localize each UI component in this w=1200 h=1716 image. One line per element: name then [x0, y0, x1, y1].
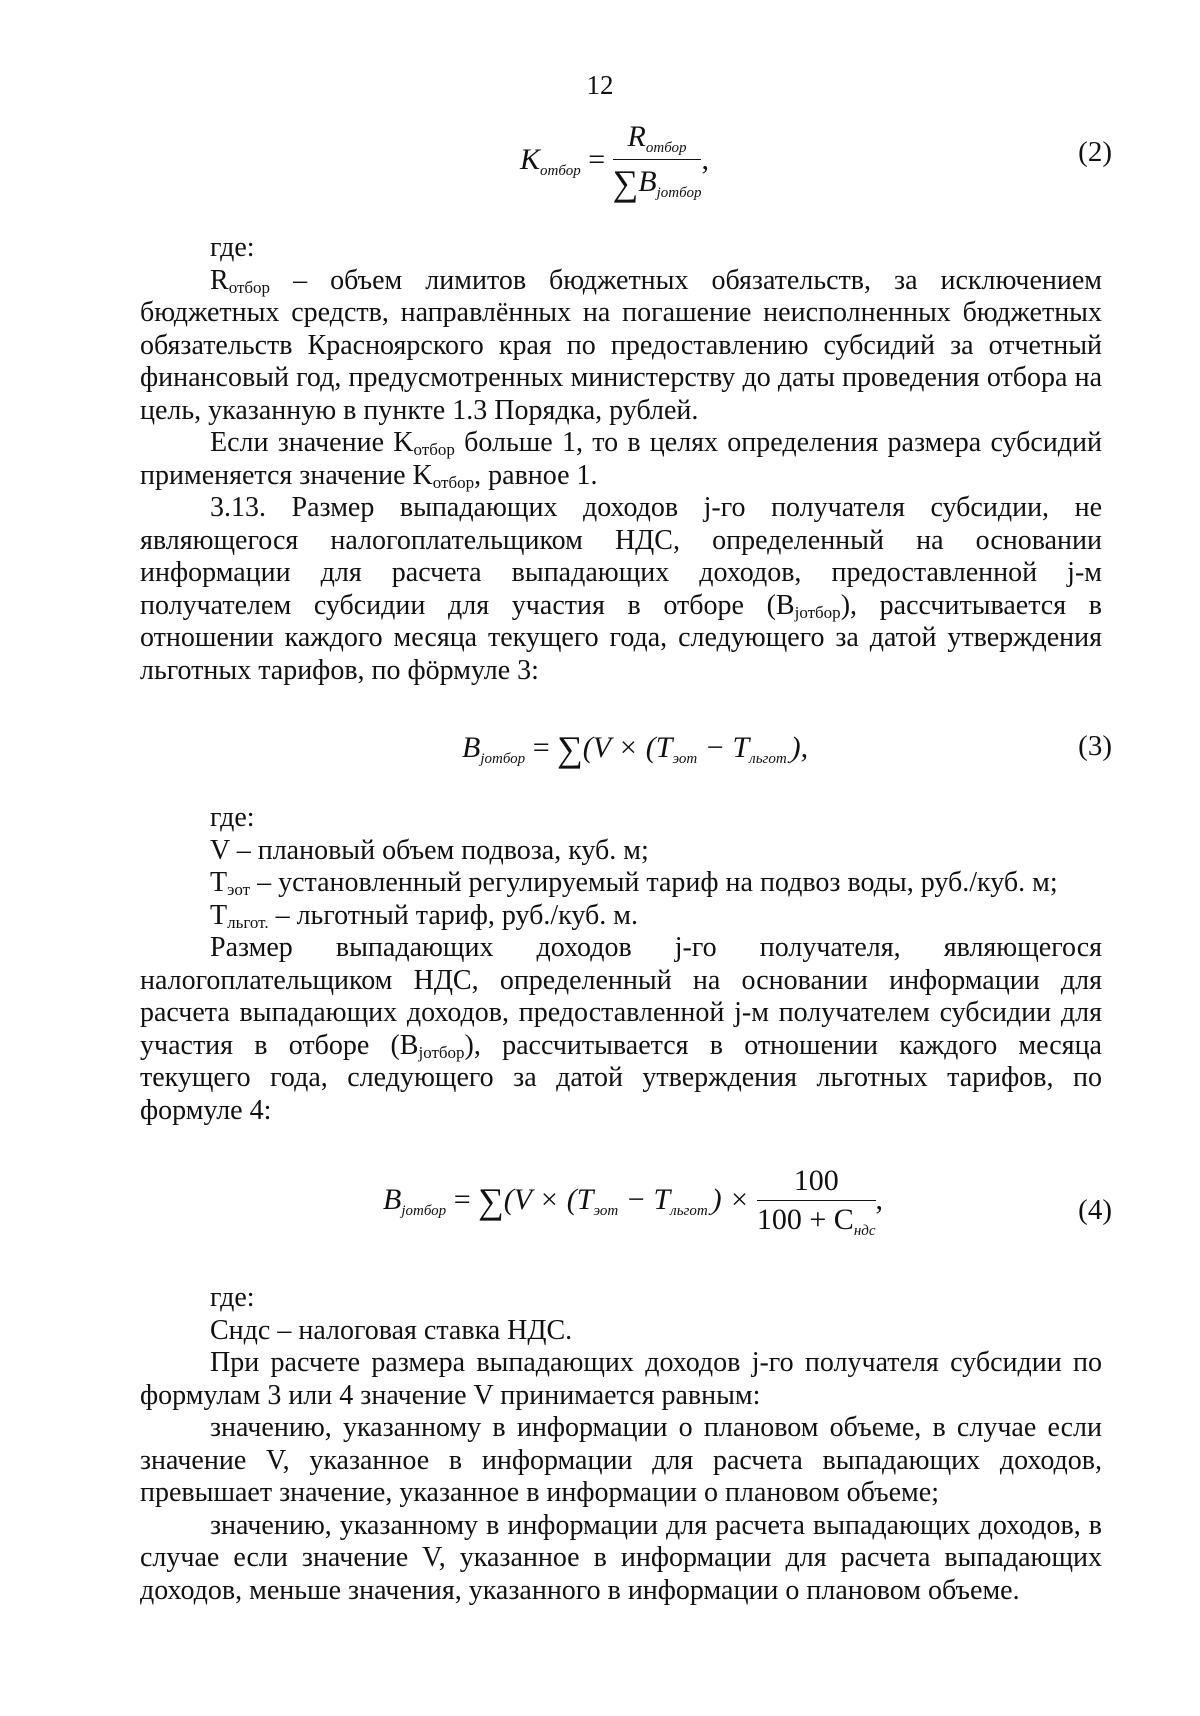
paragraph-3-13: 3.13. Размер выпадающих доходов j-го получателя субсидии, не являющегося налогоплательщиком НДС, определенный на основании информации для расчета выпадающих доходов, предоставленной j-м получателем субсидии для участия в отборе $(B_{jотбор})$, рассчитывается в отношении каждого месяца текущего года, следующего за датой утверждения льготных тарифов, по фӧрмуле 3: [140, 492, 1102, 686]
formula-3: $B_{jотбор} = \sum(V \times (T_{эот} - T_{льгот.})$, (3) [462, 729, 1112, 769]
c-definition: Сндс – налоговая ставка НДС. [210, 1314, 573, 1346]
v-definition: V – плановый объем подвоза, куб. м; [210, 834, 649, 866]
formula-2: $K_{отбор}$ = $\frac{R_{отбор}}{\sum B_{jотбор}}$ , (2) [520, 120, 1112, 203]
text-block-1 [140, 232, 1102, 687]
t-lgot-definition: $T_{льгот.}$ – льготный тариф, руб./куб. м. [210, 899, 638, 932]
formula-4: $B_{jотбор} = \sum(V \times (T_{эот} - T_{льгот.})$ × $\frac{100}{100 + C_{ндс}}$ , (4) [383, 1164, 1112, 1239]
text-block-2 [140, 802, 1102, 1127]
k-condition: Если значение $K_{отбор}$ больше 1, то в целях определения размера субсидий применяется значение $K_{отбор}$, равное 1. [140, 427, 1103, 492]
formula-2-lhs: $K_{отбор}$ [520, 142, 581, 179]
where-label-3: где: [210, 1282, 255, 1313]
formula-3-number: (3) [1078, 730, 1112, 762]
paragraph-case-2: значению, указанному в информации для расчета выпадающих доходов, в случае если значение V, указанное в информации для расчета выпадающих доходов, меньше значения, указанного в информации о плановом объеме. [140, 1509, 1102, 1606]
formula-2-number: (2) [1078, 136, 1112, 168]
formula-2-fraction: $\frac{R_{отбор}}{\sum B_{jотбор}}$ [612, 120, 702, 203]
t-eot-definition: $T_{эот}$ – установленный регулируемый тариф на подвоз воды, руб./куб. м; [210, 867, 1058, 899]
r-definition: $R_{отбор}$ – объем лимитов бюджетных обязательств, за исключением бюджетных средств, направлённых на погашение неисполненных бюджетных обязательств Красноярского края по предоставлению субсидий за отчетный финансовый год, предусмотренных министерству до даты проведения отбора на цель, указанную в пункте 1.3 Порядка, рублей. [140, 264, 1102, 426]
paragraph-calculation: При расчете размера выпадающих доходов j-го получателя субсидии по формулам 3 или 4 значение V принимается равным: [140, 1347, 1102, 1411]
where-label-2: где: [210, 802, 255, 833]
page-number: 12 [586, 70, 614, 100]
paragraph-vat-payer: Размер выпадающих доходов j-го получателя, являющегося налогоплательщиком НДС, определенный на основании информации для расчета выпадающих доходов, предоставленной j-м получателем субсидии для участия в отборе $(B_{jотбор})$, рассчитывается в отношении каждого месяца текущего года, следующего за датой утверждения льготных тарифов, по формуле 4: [140, 932, 1102, 1126]
where-label-1: где: [210, 232, 255, 263]
formula-4-fraction: $\frac{100}{100 + C_{ндс}}$ [756, 1164, 876, 1239]
paragraph-case-1: значению, указанному в информации о плановом объеме, в случае если значение V, указанное в информации для расчета выпадающих доходов, превышает значение, указанное в информации о плановом объеме; [140, 1412, 1102, 1508]
formula-4-number: (4) [1078, 1194, 1112, 1226]
text-block-3 [140, 1282, 1102, 1607]
